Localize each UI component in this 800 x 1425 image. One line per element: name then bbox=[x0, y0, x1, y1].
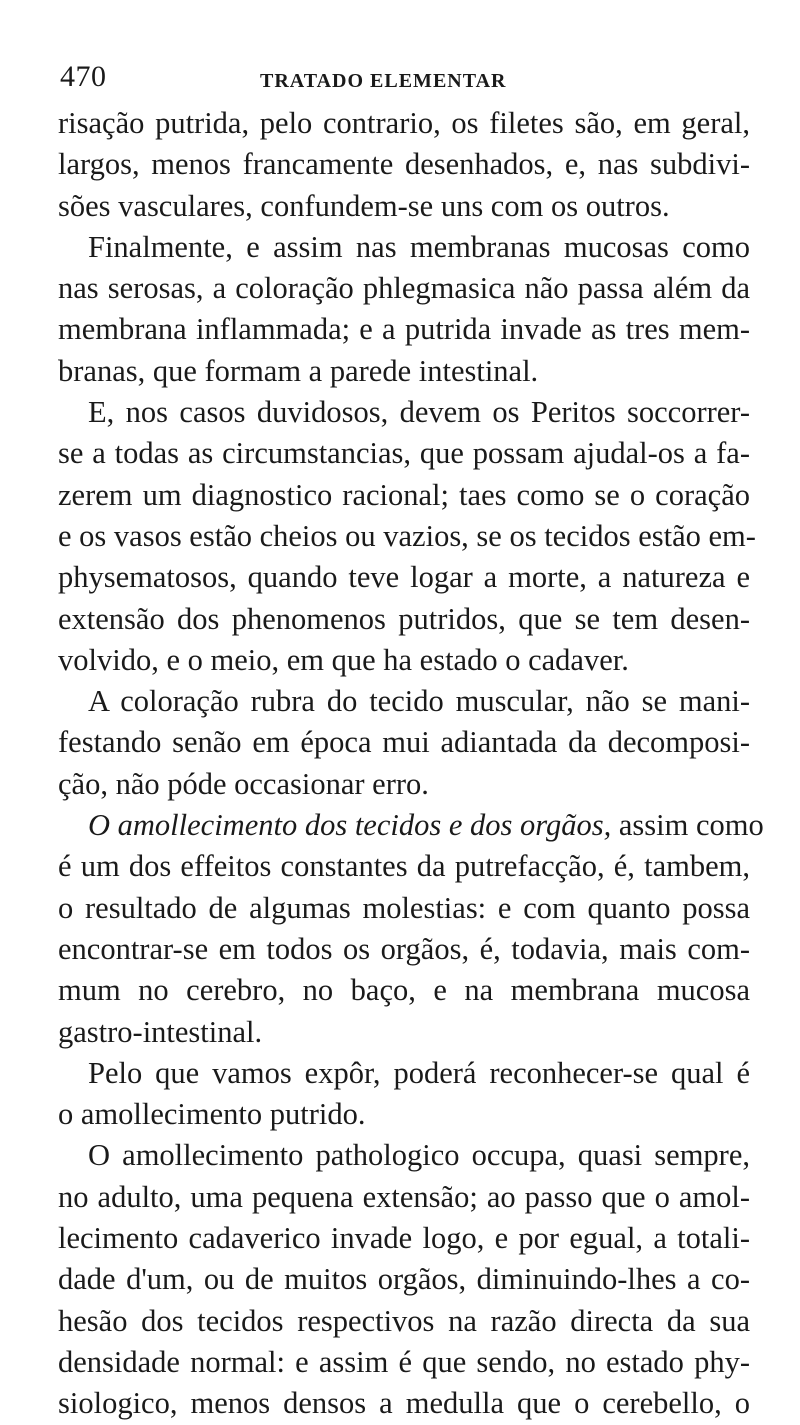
italic-phrase: O amollecimento dos tecidos e dos orgãos, bbox=[88, 808, 612, 843]
paragraph-start: Pelo que vamos expôr, poderá reconhecer-se qual é bbox=[88, 1055, 750, 1090]
text-line: festando senão em época mui adiantada da decomposi- bbox=[58, 725, 750, 760]
text-line: volvido, e o meio, em que ha estado o cadaver. bbox=[58, 642, 629, 677]
text-line: se a todas as circumstancias, que possam ajudal-os a fa- bbox=[58, 436, 750, 471]
paragraph-start: Finalmente, e assim nas membranas mucosas como bbox=[88, 229, 750, 264]
italic-line-rest: assim como bbox=[611, 808, 764, 843]
text-line: densidade normal: e assim é que sendo, no estado phy- bbox=[58, 1344, 750, 1379]
text-line: branas, que formam a parede intestinal. bbox=[58, 353, 539, 388]
paragraph-start: E, nos casos duvidosos, devem os Peritos soccorrer- bbox=[88, 395, 750, 430]
running-title: TRATADO ELEMENTAR bbox=[260, 70, 507, 92]
text-line: largos, menos francamente desenhados, e, nas subdivi- bbox=[58, 147, 750, 182]
text-line: membrana inflammada; e a putrida invade as tres mem- bbox=[58, 312, 750, 347]
text-line: o amollecimento putrido. bbox=[58, 1097, 366, 1132]
text-line: extensão dos phenomenos putridos, que se tem desen- bbox=[58, 601, 750, 636]
text-line: ção, não póde occasionar erro. bbox=[58, 766, 429, 801]
body-text bbox=[58, 103, 764, 1425]
text-line: no adulto, uma pequena extensão; ao passo que o amol- bbox=[58, 1179, 750, 1214]
text-line: siologico, menos densos a medulla que o cerebello, o bbox=[58, 1386, 750, 1421]
text-line: o resultado de algumas molestias: e com quanto possa bbox=[58, 890, 750, 925]
text-line: dade d'um, ou de muitos orgãos, diminuindo-lhes a co- bbox=[58, 1262, 750, 1297]
text-line: mum no cerebro, no baço, e na membrana mucosa bbox=[58, 973, 750, 1008]
text-line: hesão dos tecidos respectivos na razão directa da sua bbox=[58, 1303, 750, 1338]
text-line: e os vasos estão cheios ou vazios, se os tecidos estão em- bbox=[58, 518, 756, 553]
page-header bbox=[60, 60, 740, 100]
page-number: 470 bbox=[60, 60, 107, 93]
text-line: é um dos effeitos constantes da putrefacção, é, tambem, bbox=[58, 849, 750, 884]
text-line: physematosos, quando teve logar a morte, a natureza e bbox=[58, 560, 750, 595]
text-line: lecimento cadaverico invade logo, e por egual, a totali- bbox=[58, 1221, 750, 1256]
text-line: encontrar-se em todos os orgãos, é, todavia, mais com- bbox=[58, 931, 750, 966]
text-line: zerem um diagnostico racional; taes como se o coração bbox=[58, 477, 750, 512]
text-line: gastro-intestinal. bbox=[58, 1014, 263, 1049]
paragraph-start-italic bbox=[58, 805, 764, 846]
paragraph-start: A coloração rubra do tecido muscular, não se mani- bbox=[88, 684, 750, 719]
paragraph-start: O amollecimento pathologico occupa, quasi sempre, bbox=[88, 1138, 750, 1173]
text-line: nas serosas, a coloração phlegmasica não passa além da bbox=[58, 271, 750, 306]
text-line: risação putrida, pelo contrario, os filetes são, em geral, bbox=[58, 106, 750, 140]
text-line: sões vasculares, confundem-se uns com os outros. bbox=[58, 188, 670, 223]
